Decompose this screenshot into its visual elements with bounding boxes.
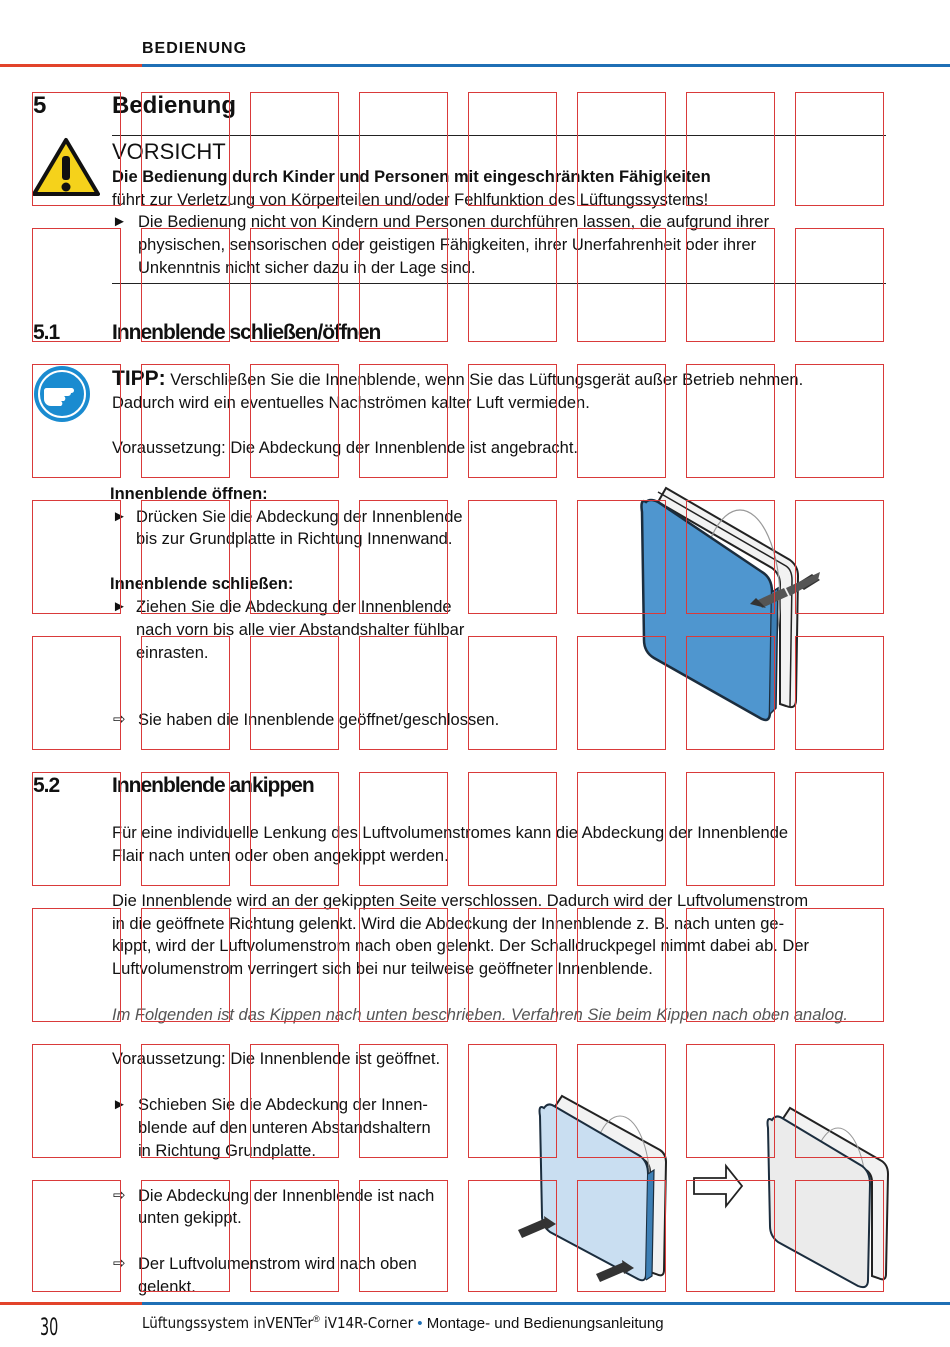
section-52-result1-line-2: unten gekippt. xyxy=(138,1209,242,1227)
warning-bullet-line-1: Die Bedienung nicht von Kindern und Personen durchführen lassen, die aufgrund ihrer xyxy=(138,213,770,231)
section-52-step-line-2: blende auf den unteren Abstandshaltern xyxy=(138,1119,431,1137)
warning-bullet-line-3: Unkenntnis nicht sicher dazu in der Lage sind. xyxy=(138,259,476,277)
section-52-precondition: Voraussetzung: Die Innenblende ist geöffnet. xyxy=(112,1050,441,1068)
arrow-right-filled-icon: ► xyxy=(112,598,127,615)
tipp-text-1: Verschließen Sie die Innenblende, wenn Sie das Lüftungsgerät außer Betrieb nehmen. xyxy=(170,371,804,389)
tipp-label: TIPP: xyxy=(112,367,166,390)
tipp-line-1 xyxy=(112,368,803,392)
result-arrow-icon: ⇨ xyxy=(113,1187,126,1204)
warning-triangle-icon xyxy=(32,137,100,197)
section-52-step-line-1: Schieben Sie die Abdeckung der Innen- xyxy=(138,1096,428,1114)
open-heading: Innenblende öffnen: xyxy=(110,485,268,503)
section-52-para2-line-2: in die geöffnete Richtung gelenkt. Wird die Abdeckung der Innenblende z. B. nach unten ge- xyxy=(112,915,785,933)
header-section-label: BEDIENUNG xyxy=(142,40,248,57)
arrow-right-filled-icon: ► xyxy=(112,1096,127,1113)
header-rule-blue xyxy=(142,64,950,67)
warning-bullet-line-2: physischen, sensorischen oder geistigen Fähigkeiten, ihrer Unerfahrenheit oder ihrer xyxy=(138,236,757,254)
chapter-number: 5 xyxy=(33,92,47,119)
figure-panel-open-close xyxy=(600,480,840,730)
section-52-title: Innenblende ankippen xyxy=(112,774,314,797)
open-line-2: bis zur Grundplatte in Richtung Innenwand. xyxy=(136,530,453,548)
footer-product-model: iV14R-Corner xyxy=(319,1314,414,1332)
close-line-1: Ziehen Sie die Abdeckung der Innenblende xyxy=(136,598,452,616)
result-arrow-icon: ⇨ xyxy=(113,711,126,728)
footer-product-prefix: Lüftungssystem inVENTer xyxy=(142,1314,314,1332)
chapter-title: Bedienung xyxy=(112,92,236,119)
footer-text xyxy=(142,1314,664,1332)
footer-registered: ® xyxy=(313,1314,320,1324)
footer-rule-red xyxy=(0,1302,142,1305)
section-51-result: Sie haben die Innenblende geöffnet/geschlossen. xyxy=(138,711,500,729)
warning-bold-line: Die Bedienung durch Kinder und Personen mit eingeschränkten Fähigkeiten xyxy=(112,168,711,186)
open-line-1: Drücken Sie die Abdeckung der Innenblende xyxy=(136,508,463,526)
section-51-precondition: Voraussetzung: Die Abdeckung der Innenblende ist angebracht. xyxy=(112,439,578,457)
footer-page-number: 30 xyxy=(40,1313,59,1341)
section-52-para2-line-1: Die Innenblende wird an der gekippten Seite verschlossen. Dadurch wird der Luftvolumenstrom xyxy=(112,892,809,910)
section-52-result1-line-1: Die Abdeckung der Innenblende ist nach xyxy=(138,1187,435,1205)
close-line-3: einrasten. xyxy=(136,644,209,662)
section-52-result2-line-2: gelenkt. xyxy=(138,1278,196,1296)
figure-panel-tilt xyxy=(500,1090,900,1290)
section-52-result2-line-1: Der Luftvolumenstrom wird nach oben xyxy=(138,1255,417,1273)
warning-label: VORSICHT xyxy=(112,139,226,164)
tipp-line-2: Dadurch wird ein eventuelles Nachströmen kalter Luft vermieden. xyxy=(112,394,590,412)
arrow-right-filled-icon: ► xyxy=(112,213,127,230)
section-52-para2-line-3: kippt, wird der Luftvolumenstrom nach oben gelenkt. Der Schalldruckpegel nimmt dabei ab. Der xyxy=(112,937,810,955)
warning-top-rule xyxy=(112,135,886,136)
section-52-step-line-3: in Richtung Grundplatte. xyxy=(138,1142,316,1160)
warning-line: führt zur Verletzung von Körperteilen und/oder Fehlfunktion des Lüftungssystems! xyxy=(112,191,709,209)
section-51-title: Innenblende schließen/öffnen xyxy=(112,321,381,344)
section-52-para1-line-1: Für eine individuelle Lenkung des Luftvolumenstromes kann die Abdeckung der Innenblende xyxy=(112,824,789,842)
section-52-para1-line-2: Flair nach unten oder oben angekippt werden. xyxy=(112,847,449,865)
section-52-number: 5.2 xyxy=(33,774,60,797)
close-heading: Innenblende schließen: xyxy=(110,575,294,593)
arrow-right-filled-icon: ► xyxy=(112,508,127,525)
footer-separator: • xyxy=(413,1315,427,1332)
footer-document: Montage- und Bedienungsanleitung xyxy=(426,1315,664,1332)
section-51-number: 5.1 xyxy=(33,321,60,344)
section-52-italic-note: Im Folgenden ist das Kippen nach unten beschrieben. Verfahren Sie beim Kippen nach oben analog. xyxy=(112,1006,848,1024)
pointing-hand-icon xyxy=(32,364,92,424)
header-rule-red xyxy=(0,64,142,67)
section-52-para2-line-4: Luftvolumenstrom verringert sich bei nur teilweise geöffneter Innenblende. xyxy=(112,960,653,978)
warning-bottom-rule xyxy=(112,283,886,284)
close-line-2: nach vorn bis alle vier Abstandshalter fühlbar xyxy=(136,621,465,639)
footer-rule-blue xyxy=(142,1302,950,1305)
result-arrow-icon: ⇨ xyxy=(113,1255,126,1272)
